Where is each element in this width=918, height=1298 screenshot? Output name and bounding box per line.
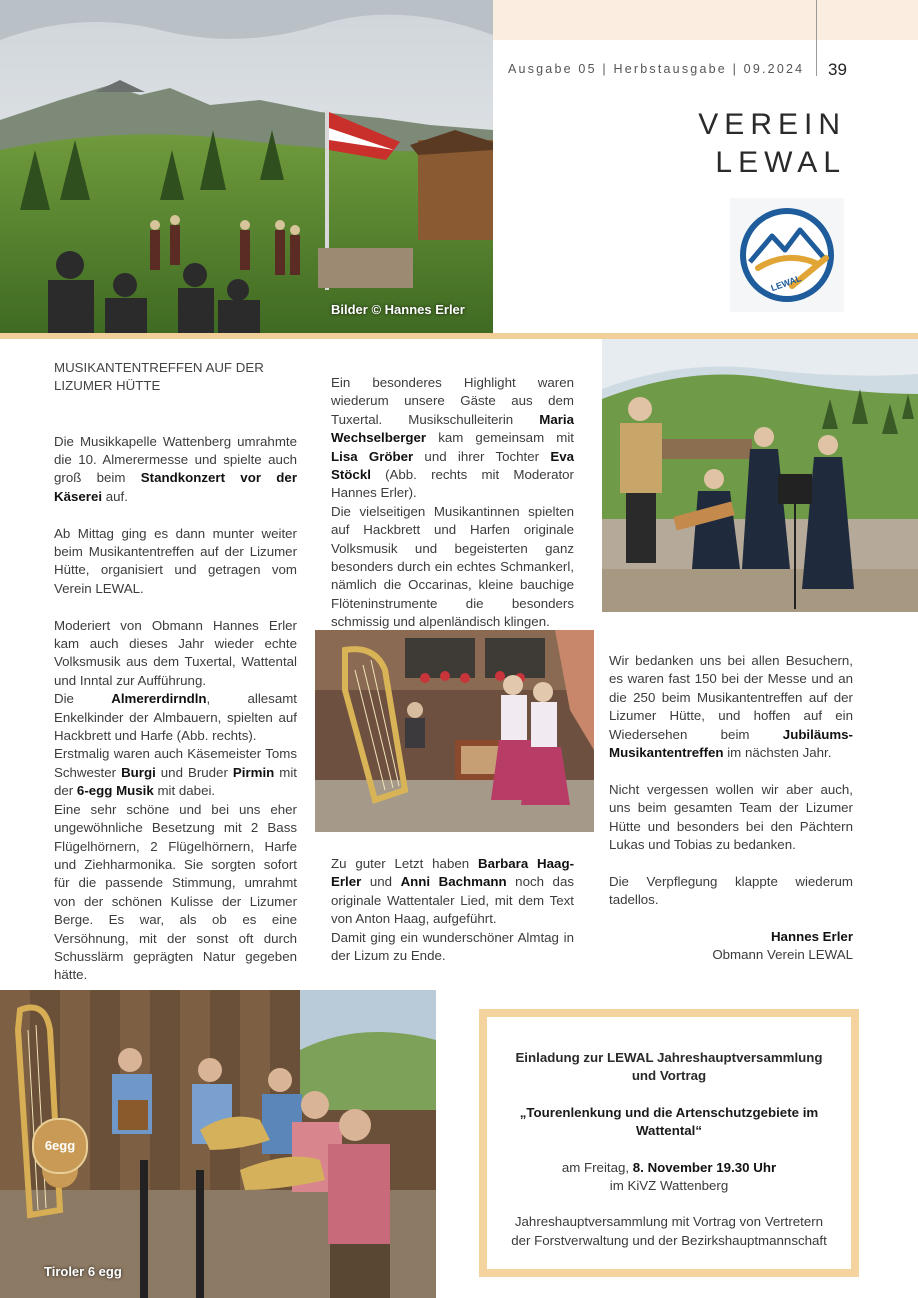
invitation-heading-line2: und Vortrag xyxy=(631,1068,707,1084)
lewal-logo xyxy=(730,198,844,312)
paragraph: Wir bedanken uns bei allen Besuchern, es waren fast 150 bei der Messe und an die 250 beim Musikantentreffen auf der Lizumer Hütte, und hoffen auf ein Wiedersehen beim Jubiläums-Musikantentreffen im nächsten Jahr. xyxy=(609,653,853,761)
photo-alm-gathering xyxy=(0,0,493,333)
header-band xyxy=(493,0,918,40)
paragraph: Damit ging ein wunderschöner Almtag in der Lizum zu Ende. xyxy=(331,929,574,964)
photo-6egg-band xyxy=(0,990,436,1298)
event-date: am Freitag, 8. November 19.30 Uhr xyxy=(561,1159,777,1175)
header-divider xyxy=(816,0,817,76)
event-note-line2: der Forstverwaltung und der Bezirkshauptmannschaft xyxy=(511,1232,827,1248)
talk-title-line2: Wattental“ xyxy=(636,1123,702,1139)
lewal-logo-text: LEWAL xyxy=(769,273,803,294)
paragraph: Nicht vergessen wollen wir aber auch, uns beim gesamten Team der Lizumer Hütte und besonders bei den Pächtern Lukas und Tobias zu bedanken. xyxy=(609,781,853,853)
page-title xyxy=(698,106,846,182)
paragraph: Die Verpflegung klappte wiederum tadellos. xyxy=(609,873,853,908)
bold-text: 6-egg Musik xyxy=(76,783,154,799)
bold-text: Burgi xyxy=(121,764,156,780)
paragraph: Ab Mittag ging es dann munter weiter beim Musikantentreffen auf der Lizumer Hütte, organisiert und getragen vom Verein LEWAL. xyxy=(54,525,297,596)
bold-text: Standkonzert vor der Käserei xyxy=(54,470,297,504)
event-note-line1: Jahreshauptversammlung mit Vortrag von Vertretern xyxy=(514,1214,824,1230)
photo-harp-dulcimer xyxy=(315,630,594,832)
paragraph: Eine sehr schöne und bei uns eher ungewöhnliche Besetzung mit 2 Bass Flügelhörnern, 2 Flügelhörnern, Harfe und Ziehharmonika. Sie sorgten sofort für die passende Stimmung, umrahmt von der schönen Kulisse der Lizumer Berge. Es war, als ob es eine Versöhnung, mit der sonst oft durch Schusslärm geprägten Natur gegeben hätte. xyxy=(54,801,297,983)
6egg-badge: 6egg xyxy=(32,1118,88,1174)
article-heading-line2: LIZUMER HÜTTE xyxy=(54,378,161,394)
bold-text: Pirmin xyxy=(232,764,275,780)
paragraph: Moderiert von Obmann Hannes Erler kam auch dieses Jahr wieder echte Volksmusik aus dem Tuxertal, Wattental und Inntal zur Aufführung. xyxy=(54,617,297,688)
bold-text: Jubiläums-Musikantentreffen xyxy=(609,726,853,761)
page-title-line2: LEWAL xyxy=(715,146,846,179)
article-column-3 xyxy=(609,652,853,965)
paragraph: Die vielseitigen Musikantinnen spielten auf Hackbrett und Harfen originale Volksmusik und begeisterten ganz besonders durch ein echtes Schmankerl, nämlich die Occarinas, kleine bauchige Flöteninstrumente die besonders schmissig und alpenländisch klingen. xyxy=(331,503,574,630)
bold-text: Almererdirndln xyxy=(111,691,207,707)
article-column-1 xyxy=(54,359,297,985)
invitation-heading xyxy=(487,1049,851,1086)
signature-role: Obmann Verein LEWAL xyxy=(712,947,853,963)
paragraph: Erstmalig waren auch Käsemeister Toms Schwester Burgi und Bruder Pirmin mit der 6-egg Musik mit dabei. xyxy=(54,746,298,799)
page-number: 39 xyxy=(828,60,847,79)
event-date-bold: 8. November 19.30 Uhr xyxy=(632,1159,777,1175)
band-caption: Tiroler 6 egg xyxy=(44,1264,122,1279)
bold-text: Maria Wechselberger xyxy=(331,411,574,446)
event-note xyxy=(487,1213,851,1250)
talk-title-line1: „Tourenlenkung und die Artenschutzgebiete im xyxy=(519,1104,819,1120)
paragraph: Die Almererdirndln, allesamt Enkelkinder der Almbauern, spielten auf Hackbrett und Harfe (Abb. rechts). xyxy=(54,691,297,744)
invitation-box xyxy=(487,1017,851,1269)
paragraph: Zu guter Letzt haben Barbara Haag-Erler und Anni Bachmann noch das originale Wattentaler Lied, mit dem Text von Anton Haag, aufgeführt. xyxy=(331,856,575,927)
page-title-line1: VEREIN xyxy=(698,108,846,141)
bold-text: Anni Bachmann xyxy=(400,874,507,890)
paragraph: Die Musikkapelle Wattenberg umrahmte die 10. Almerermesse und spielte auch groß beim Standkonzert vor der Käserei auf. xyxy=(54,433,297,504)
article-column-2-bottom xyxy=(331,855,574,965)
issue-line: Ausgabe 05 | Herbstausgabe | 09.2024 xyxy=(508,62,805,76)
event-place: im KiVZ Wattenberg xyxy=(609,1178,729,1194)
invitation-heading-line1: Einladung zur LEWAL Jahreshauptversammlung xyxy=(515,1050,823,1065)
photo-tux-musicians xyxy=(602,339,918,612)
article-heading-line1: MUSIKANTENTREFFEN AUF DER xyxy=(54,360,264,375)
talk-title xyxy=(487,1104,851,1141)
bold-text: Barbara Haag-Erler xyxy=(331,856,575,890)
bold-text: Lisa Gröber xyxy=(331,448,414,464)
bold-text: Eva Stöckl xyxy=(331,448,574,483)
signature-name: Hannes Erler xyxy=(770,929,853,945)
paragraph: Ein besonderes Highlight waren wiederum unsere Gäste aus dem Tuxertal. Musikschulleiterin Maria Wechselberger kam gemeinsam mit Lisa Gröber und ihrer Tochter Eva Stöckl (Abb. rechts mit Moderator Hannes Erler). xyxy=(331,375,574,501)
photo-credit-caption: Bilder © Hannes Erler xyxy=(331,302,465,317)
article-column-2 xyxy=(331,374,574,632)
article-heading xyxy=(54,359,297,396)
